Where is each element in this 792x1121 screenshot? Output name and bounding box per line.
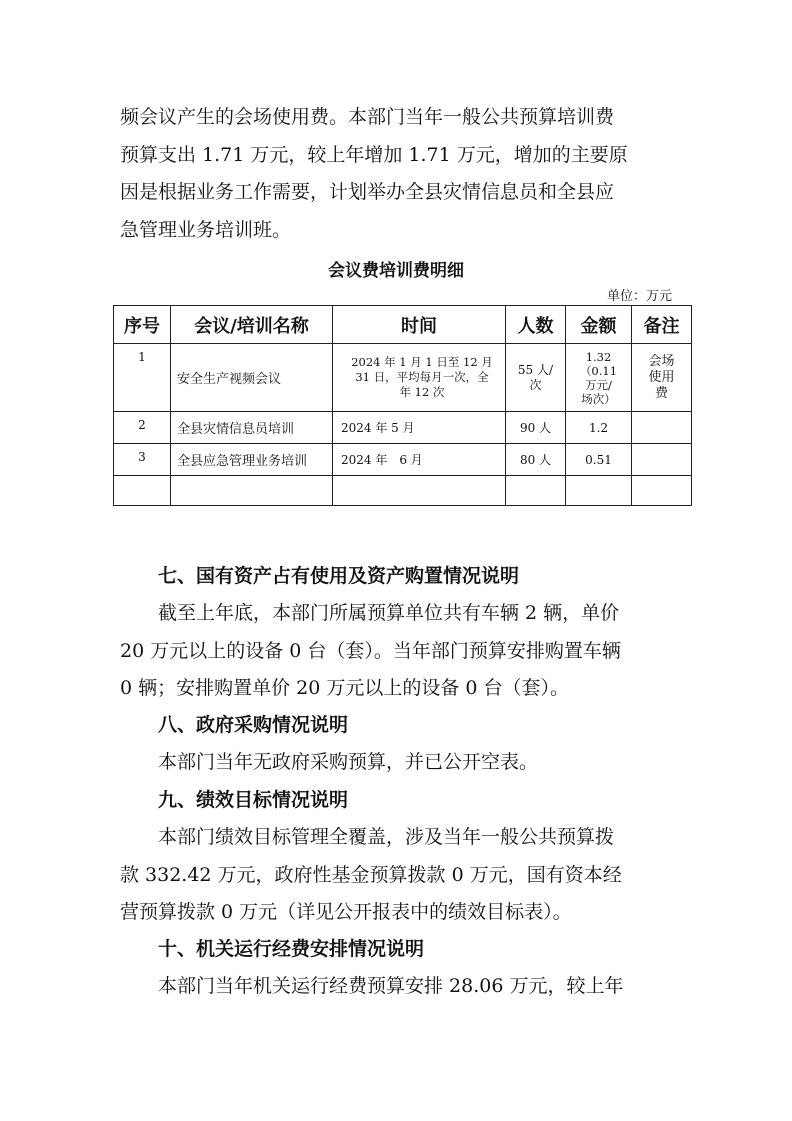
cell-name: 全县应急管理业务培训 (171, 444, 333, 476)
cell-people: 55 人/ 次 (506, 344, 566, 412)
header-time: 时间 (333, 306, 506, 344)
table-row (114, 344, 692, 412)
cell-note (632, 476, 692, 506)
table-header-row (114, 306, 692, 344)
section-9-paragraph (120, 819, 676, 932)
text-line: 预算支出 1.71 万元，较上年增加 1.71 万元，增加的主要原 (120, 143, 628, 166)
cell-amount (566, 476, 632, 506)
table-title: 会议费培训费明细 (328, 261, 464, 281)
text-line: 本部门绩效目标管理全覆盖，涉及当年一般公共预算拨 (158, 826, 615, 848)
table-row (114, 412, 692, 444)
cell-name: 安全生产视频会议 (171, 344, 333, 412)
cell-note (632, 412, 692, 444)
text-line: 款 332.42 万元，政府性基金预算拨款 0 万元，国有资本经 (120, 863, 622, 886)
cell-name (171, 476, 333, 506)
cell-amount: 0.51 (566, 444, 632, 476)
cell-name: 全县灾情信息员培训 (171, 412, 333, 444)
text-line: 因是根据业务工作需要，计划举办全县灾情信息员和全县应 (120, 181, 615, 203)
table-row (114, 444, 692, 476)
cell-amount: 1.32 （0.11 万元/ 场次） (566, 344, 632, 412)
meeting-training-fee-table (113, 305, 692, 506)
section-heading-10: 十、机关运行经费安排情况说明 (158, 938, 425, 960)
section-8-paragraph (120, 744, 676, 782)
intro-paragraph (120, 99, 676, 249)
cell-no (114, 476, 171, 506)
header-no: 序号 (114, 306, 171, 344)
cell-time: 2024 年 1 月 1 日至 12 月 31 日，平均每月一次，全 年 12 次 (333, 344, 506, 412)
text-line: 本部门当年机关运行经费预算安排 28.06 万元，较上年 (158, 975, 624, 997)
text-line: 0 辆；安排购置单价 20 万元以上的设备 0 台（套）。 (120, 677, 570, 699)
text-line: 20 万元以上的设备 0 台（套）。当年部门预算安排购置车辆 (120, 639, 621, 662)
cell-no: 2 (114, 412, 171, 444)
cell-people (506, 476, 566, 506)
section-heading-9: 九、绩效目标情况说明 (158, 789, 349, 811)
text-line: 本部门当年无政府采购预算，并已公开空表。 (158, 751, 539, 773)
cell-amount: 1.2 (566, 412, 632, 444)
cell-note (632, 444, 692, 476)
cell-no: 3 (114, 444, 171, 476)
cell-people: 80 人 (506, 444, 566, 476)
text-line: 截至上年底，本部门所属预算单位共有车辆 2 辆，单价 (158, 602, 620, 624)
header-people: 人数 (506, 306, 566, 344)
text-line: 急管理业务培训班。 (120, 218, 292, 241)
cell-people: 90 人 (506, 412, 566, 444)
section-10-paragraph (120, 968, 676, 1006)
header-amount: 金额 (566, 306, 632, 344)
table-unit: 单位：万元 (606, 289, 672, 304)
header-name: 会议/培训名称 (171, 306, 333, 344)
table-row-empty (114, 476, 692, 506)
text-line: 营预算拨款 0 万元（详见公开报表中的绩效目标表）。 (120, 901, 572, 923)
section-7-paragraph (120, 595, 676, 708)
header-note: 备注 (632, 306, 692, 344)
section-heading-7: 七、国有资产占有使用及资产购置情况说明 (158, 565, 520, 587)
cell-time: 2024 年 6 月 (333, 444, 506, 476)
section-heading-8: 八、政府采购情况说明 (158, 714, 349, 736)
cell-time (333, 476, 506, 506)
cell-time: 2024 年 5 月 (333, 412, 506, 444)
cell-no: 1 (114, 344, 171, 412)
text-line: 频会议产生的会场使用费。本部门当年一般公共预算培训费 (120, 106, 615, 128)
cell-note: 会场 使用 费 (632, 344, 692, 412)
